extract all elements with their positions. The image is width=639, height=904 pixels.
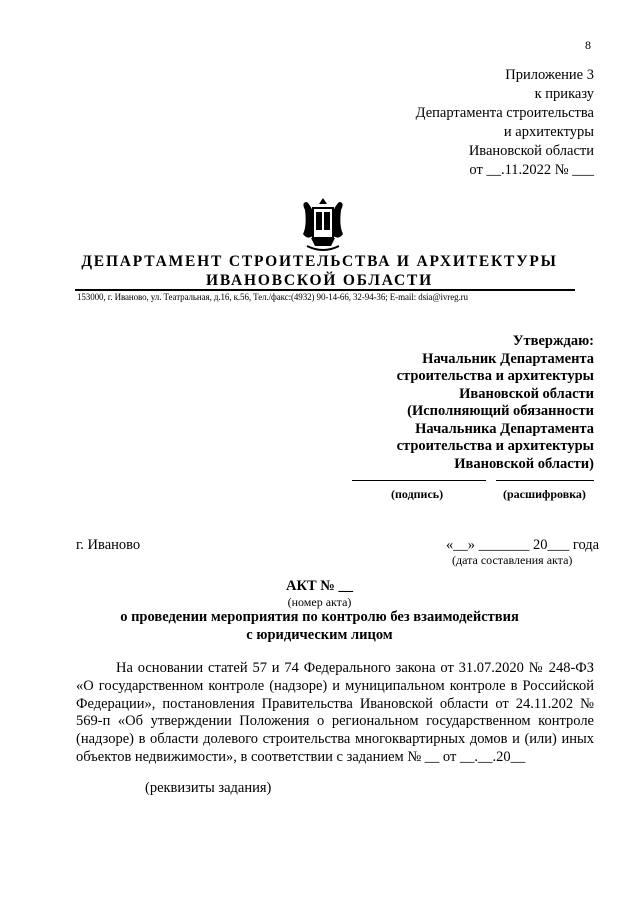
act-number-caption: (номер акта) xyxy=(287,595,352,609)
department-region: ИВАНОВСКОЙ ОБЛАСТИ xyxy=(206,272,433,289)
department-contacts: 153000, г. Иваново, ул. Театральная, д.16, к.56, Тел./факс:(4932) 90-14-66, 32-94-36; E-mail: dsia@ivreg.ru xyxy=(77,292,468,302)
approval-line: строительства и архитектуры xyxy=(396,438,594,454)
appendix-line: и архитектуры xyxy=(503,124,594,140)
appendix-line: от __.11.2022 № ___ xyxy=(469,162,594,178)
date-field: «__» _______ 20___ года xyxy=(446,537,600,553)
approval-line: Начальник Департамента xyxy=(422,350,594,367)
place-of-act: г. Иваново xyxy=(76,537,141,553)
approval-line: (Исполняющий обязанности xyxy=(407,403,594,419)
approval-line: Ивановской области xyxy=(459,385,594,402)
signature-line xyxy=(352,480,486,481)
body-paragraph: На основании статей 57 и 74 Федерального закона от 31.07.2020 № 248-ФЗ «О государственном контроле (надзоре) и муниципальном контроле в Российской Федерации», постановления Правительства Ивановской области от 24.11.202 № 569-п «Об утверждении Положения о региональном государственном контроле (надзоре) в области долевого строительства многоквартирных домов и (или) иных объектов недвижимости», в соответствии с заданием № __ от __.__.20__ xyxy=(76,660,594,765)
approval-line: строительства и архитектуры xyxy=(396,368,594,384)
date-caption: (дата составления акта) xyxy=(452,553,573,567)
approval-line: Утверждаю: xyxy=(512,333,594,349)
act-title: АКТ № __ xyxy=(286,578,353,594)
department-header xyxy=(0,252,639,290)
act-subject xyxy=(0,608,639,644)
header-divider xyxy=(75,289,575,291)
decoding-line xyxy=(496,480,594,481)
decoding-label: (расшифровка) xyxy=(503,487,586,501)
approval-line: Начальника Департамента xyxy=(415,420,594,437)
appendix-line: к приказу xyxy=(534,86,594,102)
appendix-line: Ивановской области xyxy=(468,143,594,159)
appendix-line: Приложение 3 xyxy=(505,67,594,83)
approval-line: Ивановской области) xyxy=(454,455,594,472)
signature-label: (подпись) xyxy=(391,487,444,501)
act-subject-line: о проведении мероприятия по контролю без взаимодействия xyxy=(120,609,519,625)
coat-of-arms-icon xyxy=(297,196,349,252)
act-subject-line: с юридическим лицом xyxy=(246,627,393,643)
approval-block xyxy=(294,333,594,473)
appendix-block xyxy=(334,66,594,180)
page-number: 8 xyxy=(585,38,591,52)
department-name: ДЕПАРТАМЕНТ СТРОИТЕЛЬСТВА И АРХИТЕКТУРЫ xyxy=(81,253,558,270)
appendix-line: Департамента строительства xyxy=(415,105,594,121)
requisites-caption: (реквизиты задания) xyxy=(145,780,272,796)
